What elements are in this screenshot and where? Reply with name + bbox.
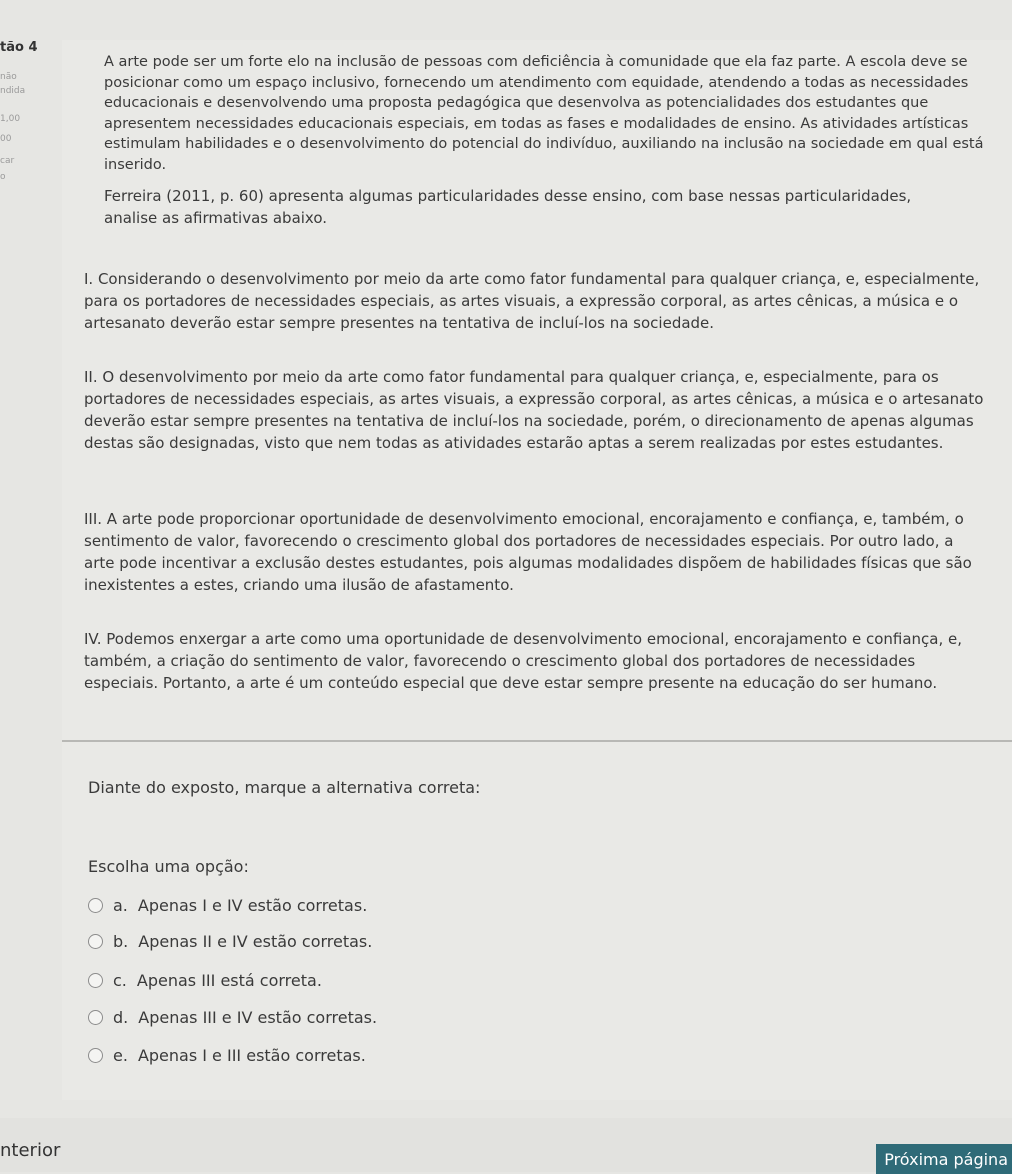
statement-ii: II. O desenvolvimento por meio da arte como fator fundamental para qualquer criança, e, especialmente, para os portadores de necessidades especiais, as artes visuais, a expressão corporal, as artes cênicas, a música e o artesanato deverão estar sempre presentes na tentativa de incluí-los na sociedade, porém, o direcionamento de apenas algumas destas são designadas, visto que nem todas as atividades estarão aptas a serem realizadas por estes estudantes. — [84, 368, 984, 452]
navigation-bar — [0, 1118, 1012, 1172]
option-a[interactable] — [88, 892, 367, 918]
question-prompt: Ferreira (2011, p. 60) apresenta algumas particularidades desse ensino, com base nessas particularidades, analise as afirmativas abaixo. — [104, 187, 912, 227]
option-letter: a. — [113, 895, 128, 915]
divider — [62, 740, 1012, 742]
answer-status-2: ndida — [0, 86, 26, 96]
option-e[interactable] — [88, 1042, 366, 1068]
option-letter: d. — [113, 1007, 129, 1027]
statement-i: I. Considerando o desenvolvimento por meio da arte como fator fundamental para qualquer criança, e, especialmente, para os portadores de necessidades especiais, as artes visuais, a expressão corporal, as artes cênicas, a música e o artesanato deverão estar sempre presentes na tentativa de incluí-los na sociedade. — [84, 270, 980, 332]
option-text: Apenas II e IV estão corretas. — [138, 931, 373, 951]
question-ask: Diante do exposto, marque a alternativa correta: — [88, 778, 481, 797]
question-info-sidebar — [0, 0, 70, 200]
option-letter: c. — [113, 970, 127, 990]
option-letter: b. — [113, 931, 129, 951]
option-text: Apenas I e IV estão corretas. — [137, 895, 368, 915]
question-score: 1,00 — [0, 114, 21, 124]
option-b[interactable] — [88, 928, 372, 954]
option-text: Apenas I e III estão corretas. — [137, 1045, 366, 1065]
option-d[interactable] — [88, 1004, 377, 1030]
statement-iv: IV. Podemos enxergar a arte como uma oportunidade de desenvolvimento emocional, encorajamento e confiança, e, também, a criação do sentimento de valor, favorecendo o crescimento global dos portadores de necessidades especiais. Portanto, a arte é um conteúdo especial que deve estar sempre presente na educação do ser humano. — [84, 630, 962, 692]
radio-option-e[interactable] — [88, 1048, 103, 1063]
option-text: Apenas III está correta. — [136, 970, 322, 990]
option-letter: e. — [113, 1045, 128, 1065]
choose-option-label: Escolha uma opção: — [88, 857, 249, 876]
answer-status: não — [0, 72, 17, 82]
question-intro-text: A arte pode ser um forte elo na inclusão de pessoas com deficiência à comunidade que ela faz parte. A escola deve se posicionar como um espaço inclusivo, fornecendo um atendimento com equidade, atendendo a todas as necessidades educacionais e desenvolvendo uma proposta pedagógica que desenvolva as potencialidades dos estudantes que apresentem necessidades educacionais especiais, em todas as fases e modalidades de ensino. As atividades artísticas estimulam habilidades e o desenvolvimento do potencial do indivíduo, auxiliando na inclusão na sociedade em qual está inserido. — [104, 54, 984, 173]
radio-option-d[interactable] — [88, 1010, 103, 1025]
next-page-button[interactable]: Próxima página — [876, 1144, 1012, 1174]
previous-page-button[interactable]: nterior — [0, 1140, 61, 1161]
statement-iii: III. A arte pode proporcionar oportunidade de desenvolvimento emocional, encorajamento e confiança, e, também, o sentimento de valor, favorecendo o crescimento global dos portadores de necessidades especiais. Por outro lado, a arte pode incentivar a exclusão destes estudantes, pois algumas modalidades dispõem de habilidades físicas que são inexistentes a estes, criando uma ilusão de afastamento. — [84, 510, 972, 594]
sidebar-detail: o — [0, 172, 6, 182]
option-c[interactable] — [88, 967, 322, 993]
score-detail: 00 — [0, 134, 12, 144]
option-text: Apenas III e IV estão corretas. — [138, 1007, 378, 1027]
question-number: tão 4 — [0, 40, 38, 55]
flag-question-link[interactable]: car — [0, 156, 15, 166]
radio-option-a[interactable] — [88, 898, 103, 913]
radio-option-b[interactable] — [88, 934, 103, 949]
radio-option-c[interactable] — [88, 973, 103, 988]
